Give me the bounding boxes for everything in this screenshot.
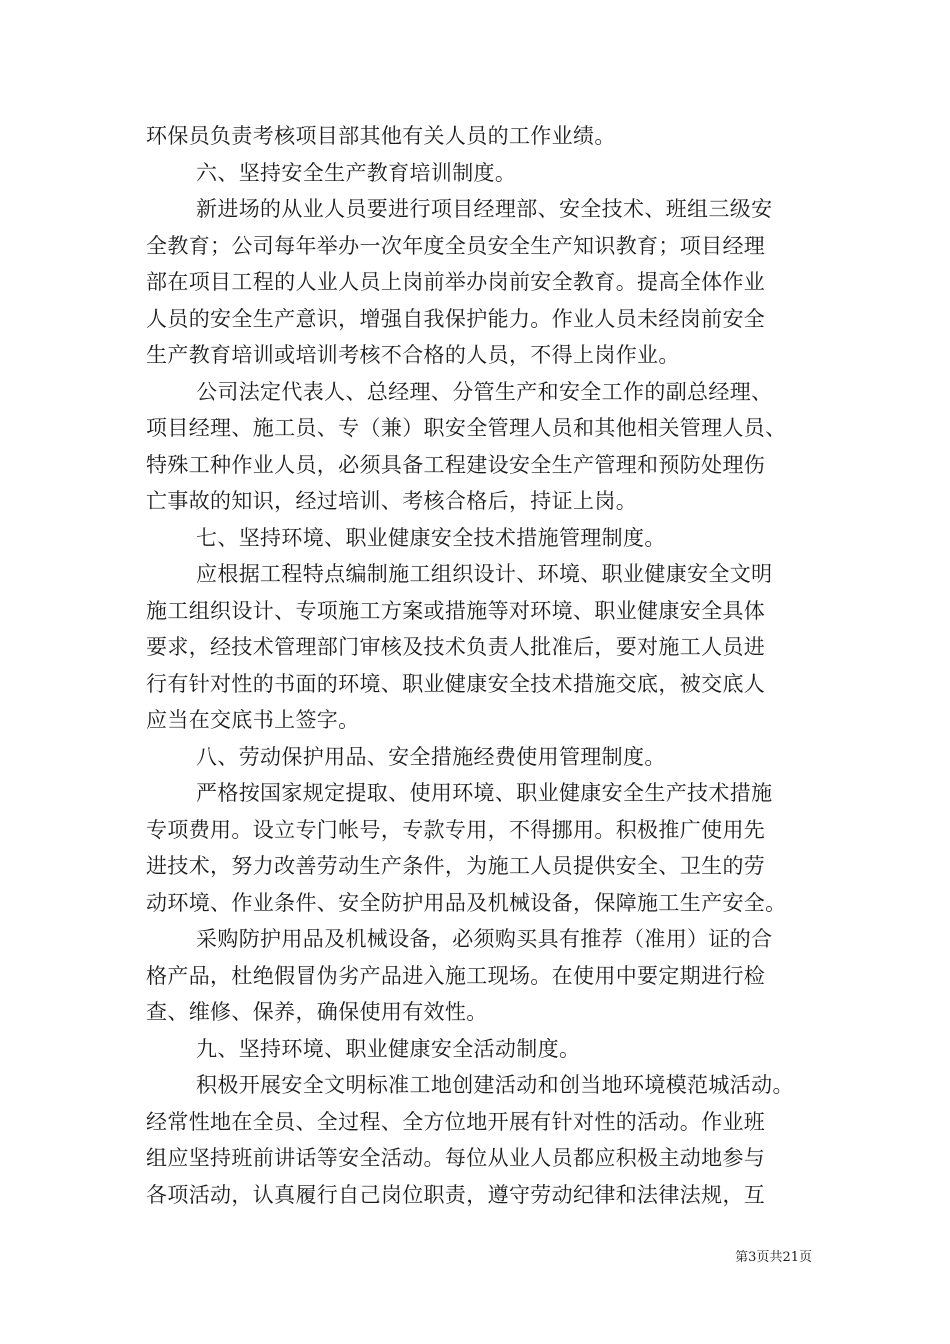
text-line: 进技术，努力改善劳动生产条件，为施工人员提供安全、卫生的劳 [146,854,766,878]
text-line: 查、维修、保养，确保使用有效性。 [146,1000,488,1024]
text-line: 应当在交底书上签字。 [146,708,360,732]
text-line: 全教育；公司每年举办一次年度全员安全生产知识教育；项目经理 [146,233,766,258]
text-line: 八、劳动保护用品、安全措施经费使用管理制度。 [196,744,666,769]
text-line: 人员的安全生产意识，增强自我保护能力。作业人员未经岗前安全 [146,306,766,331]
text-line: 新进场的从业人员要进行项目经理部、安全技术、班组三级安 [196,197,773,221]
text-line: 应根据工程特点编制施工组织设计、环境、职业健康安全文明 [196,562,773,586]
text-line: 九、坚持环境、职业健康安全活动制度。 [196,1036,581,1061]
text-line: 七、坚持环境、职业健康安全技术措施管理制度。 [196,525,666,550]
page-number: 第3页共21页 [735,1250,812,1265]
text-line: 采购防护用品及机械设备，必须购买具有推荐（准用）证的合 [196,927,773,951]
text-line: 专项费用。设立专门帐号，专款专用，不得挪用。积极推广使用先 [146,817,766,842]
text-line: 经常性地在全员、全过程、全方位地开展有针对性的活动。作业班 [146,1109,766,1134]
text-line: 行有针对性的书面的环境、职业健康安全技术措施交底，被交底人 [146,671,766,696]
text-line: 动环境、作业条件、安全防护用品及机械设备，保障施工生产安全。 [146,890,787,915]
text-line: 要求，经技术管理部门审核及技术负责人批准后，要对施工人员进 [146,635,766,659]
text-line: 亡事故的知识，经过培训、考核合格后，持证上岗。 [146,489,638,513]
text-line: 特殊工种作业人员，必须具备工程建设安全生产管理和预防处理伤 [146,452,766,477]
text-line: 严格按国家规定提取、使用环境、职业健康安全生产技术措施 [196,781,773,805]
text-line: 施工组织设计、专项施工方案或措施等对环境、职业健康安全具体 [146,598,766,623]
text-line: 环保员负责考核项目部其他有关人员的工作业绩。 [146,124,616,148]
text-line: 组应坚持班前讲话等安全活动。每位从业人员都应积极主动地参与 [146,1146,766,1170]
text-line: 部在项目工程的人业人员上岗前举办岗前安全教育。提高全体作业 [146,270,766,294]
text-line: 各项活动，认真履行自己岗位职责，遵守劳动纪律和法律法规，互 [146,1182,766,1207]
text-line: 项目经理、施工员、专（兼）职安全管理人员和其他相关管理人员、 [146,416,787,440]
text-line: 格产品，杜绝假冒伪劣产品进入施工现场。在使用中要定期进行检 [146,963,766,988]
document-body [146,118,818,1213]
text-line: 公司法定代表人、总经理、分管生产和安全工作的副总经理、 [196,379,773,404]
text-line: 积极开展安全文明标准工地创建活动和创当地环境模范城活动。 [196,1073,794,1097]
text-line: 生产教育培训或培训考核不合格的人员，不得上岗作业。 [146,343,680,367]
text-line: 六、坚持安全生产教育培训制度。 [196,160,517,185]
